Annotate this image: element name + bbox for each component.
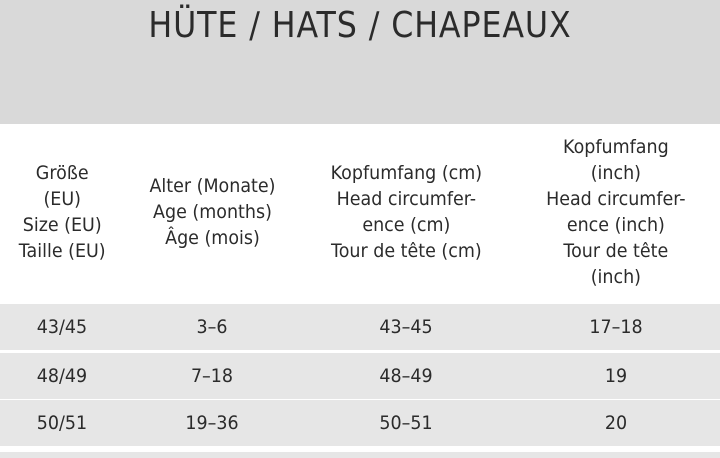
cell-age: 19–36 bbox=[185, 412, 239, 434]
table-row bbox=[0, 400, 720, 446]
header-size-eu-label: Größe (EU) Size (EU) Taille (EU) bbox=[18, 162, 106, 262]
header-size-eu bbox=[0, 124, 124, 300]
cell-size: 48/49 bbox=[36, 365, 88, 387]
header-head-circumference-cm bbox=[300, 124, 512, 300]
cell-head-cm: 48–49 bbox=[379, 365, 433, 387]
title-banner bbox=[0, 0, 720, 124]
table-row bbox=[0, 304, 720, 350]
cell-head-inch: 19 bbox=[604, 365, 628, 387]
cell-head-inch: 20 bbox=[604, 412, 628, 434]
header-age-label: Alter (Monate) Age (months) Âge (mois) bbox=[149, 175, 275, 249]
cell-head-cm: 50–51 bbox=[379, 412, 433, 434]
bottom-divider bbox=[0, 452, 720, 458]
cell-age: 7–18 bbox=[190, 365, 234, 387]
table-header-row bbox=[0, 124, 720, 300]
page-title: HÜTE / HATS / CHAPEAUX bbox=[148, 5, 572, 46]
cell-size: 43/45 bbox=[36, 316, 88, 338]
cell-size: 50/51 bbox=[36, 412, 88, 434]
table-row bbox=[0, 353, 720, 399]
cell-head-inch: 17–18 bbox=[589, 316, 643, 338]
header-head-circumference-inch bbox=[512, 124, 720, 300]
header-head-circumference-inch-label: Kopfumfang (inch) Head circumfer- ence (inch) Tour de tête (inch) bbox=[546, 136, 686, 288]
header-head-circumference-cm-label: Kopfumfang (cm) Head circumfer- ence (cm) Tour de tête (cm) bbox=[330, 162, 482, 262]
cell-age: 3–6 bbox=[196, 316, 228, 338]
header-age bbox=[124, 124, 300, 300]
cell-head-cm: 43–45 bbox=[379, 316, 433, 338]
